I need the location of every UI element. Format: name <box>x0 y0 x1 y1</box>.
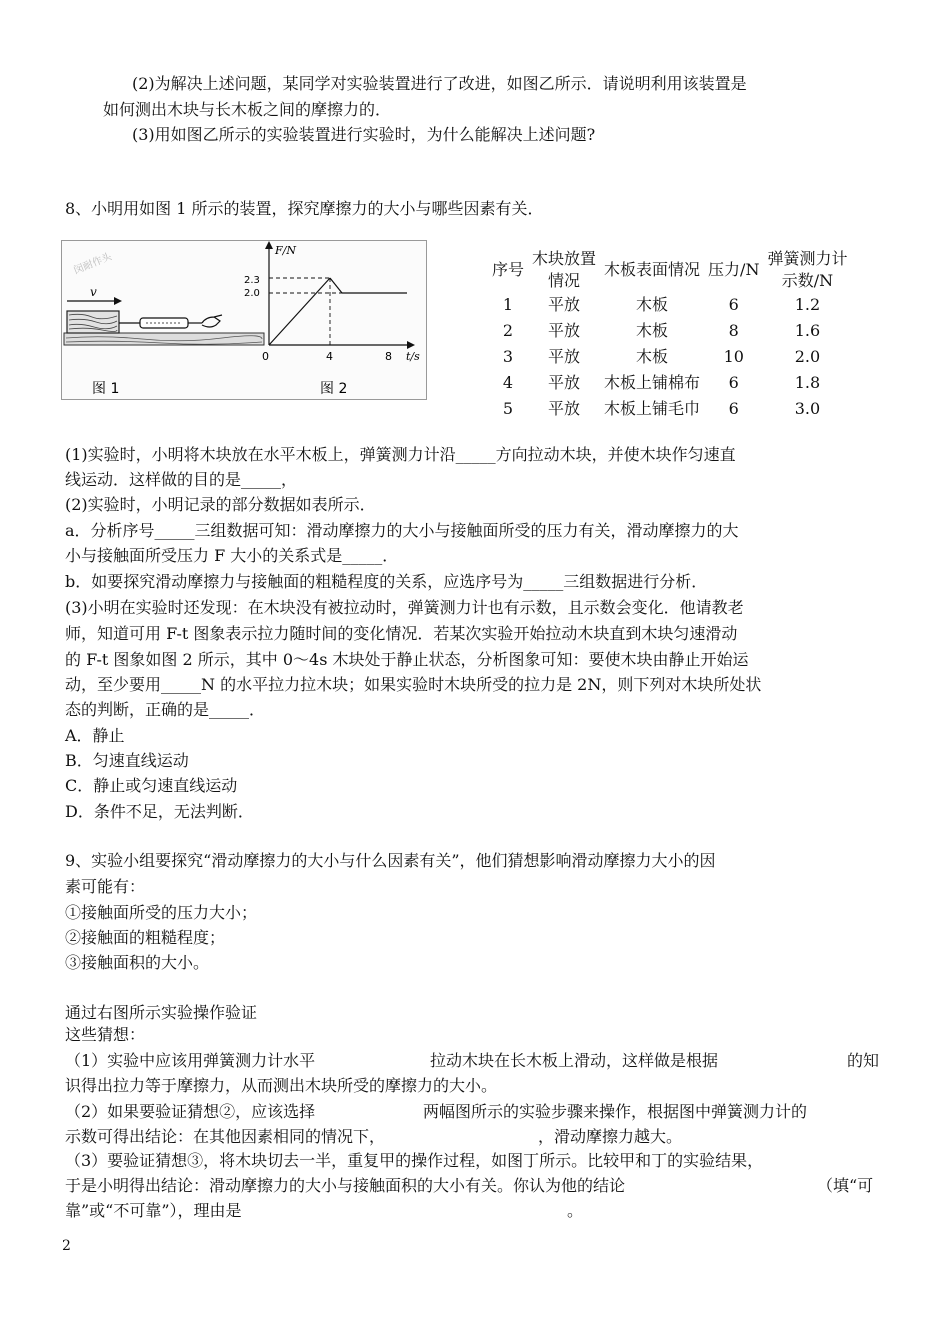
q9-s2-part-a: （2）如果要验证猜想②，应该选择 <box>65 1102 316 1121</box>
board-drawing <box>64 333 264 345</box>
q8-p1-line1: (1)实验时，小明将木块放在水平木板上，弹簧测力计沿_____方向拉动木块，并使木块作匀速直 <box>65 445 736 464</box>
q8-pa-line1: a．分析序号_____三组数据可知：滑动摩擦力的大小与接触面所受的压力有关，滑动摩擦力的大 <box>65 521 739 540</box>
y-tick-2-3: 2.3 <box>244 275 260 286</box>
q9-verify-line2: 这些猜想： <box>65 1025 146 1044</box>
table-cell: 3.0 <box>794 399 821 418</box>
wood-block <box>67 311 119 333</box>
x-tick-4: 4 <box>326 350 333 363</box>
table-row <box>488 318 851 344</box>
table-cell: 6 <box>728 399 739 418</box>
table-header-cell: 序号 <box>492 260 525 279</box>
q9-guess-2: ②接触面的粗糙程度； <box>65 928 226 947</box>
fig1-caption: 图 1 <box>92 381 120 397</box>
table-header-cell: 弹簧测力计 示数/N <box>767 249 848 290</box>
table-cell: 4 <box>502 373 514 392</box>
table-cell: 木板 <box>636 347 669 366</box>
q9-guess-3: ③接触面积的大小。 <box>65 953 210 972</box>
q8-pa-line2: 小与接触面所受压力 F 大小的关系式是_____． <box>65 546 399 565</box>
q8-p3-line2: 师，知道可用 F-t 图象表示拉力随时间的变化情况．若某次实验开始拉动木块直到木块匀速滑动 <box>65 624 738 643</box>
table-cell: 平放 <box>548 321 581 340</box>
top-line-3: (3)用如图乙所示的实验装置进行实验时，为什么能解决上述问题? <box>132 125 596 144</box>
table-cell: 2 <box>502 321 514 340</box>
q9-s2-part-c: 示数可得出结论：在其他因素相同的情况下， <box>65 1127 386 1146</box>
q9-s3-part-d: 靠”或“不可靠”），理由是 <box>65 1201 242 1220</box>
q8-p2: (2)实验时，小明记录的部分数据如表所示． <box>65 495 376 514</box>
table-cell: 5 <box>502 399 514 418</box>
q8-p3-line5: 态的判断，正确的是_____． <box>65 700 266 719</box>
q9-s1-part-b: 拉动木块在长木板上滑动，这样做是根据 <box>430 1051 719 1070</box>
q8-option-b: B．匀速直线运动 <box>65 751 189 770</box>
q8-p3-line1: (3)小明在实验时还发现：在木块没有被拉动时，弹簧测力计也有示数，且示数会变化．他请教老 <box>65 598 744 617</box>
x-axis-label: t/s <box>406 350 420 363</box>
q8-pb: b．如要探究滑动摩擦力与接触面的粗糙程度的关系，应选序号为_____三组数据进行分析． <box>65 572 708 591</box>
table-row <box>488 344 851 370</box>
q8-option-c: C．静止或匀速直线运动 <box>65 776 238 795</box>
q8-figure-svg <box>62 241 426 399</box>
table-row <box>488 292 851 318</box>
spring-scale-drawing <box>119 318 202 328</box>
table-cell: 1.6 <box>794 321 821 340</box>
q9-s2-part-b: 两幅图所示的实验步骤来操作，根据图中弹簧测力计的 <box>423 1102 808 1121</box>
table-cell: 平放 <box>548 399 581 418</box>
table-cell: 木板 <box>636 295 669 314</box>
table-header-cell: 木板表面情况 <box>604 260 701 279</box>
watermark-text: 闵耐作头 <box>72 251 114 277</box>
q9-verify-line1: 通过右图所示实验操作验证 <box>65 1003 258 1022</box>
y-tick-2-0: 2.0 <box>244 288 260 299</box>
q9-s3-part-c: （填“可 <box>817 1176 874 1195</box>
table-cell: 10 <box>723 347 744 366</box>
q8-figure <box>61 240 427 400</box>
q9-s2-part-d: ，滑动摩擦力越大。 <box>538 1127 683 1146</box>
q8-data-table <box>488 248 851 422</box>
q8-p3-line3: 的 F-t 图象如图 2 所示，其中 0～4s 木块处于静止状态，分析图象可知：要使木块由静止开始运 <box>65 650 749 669</box>
hand-drawing <box>202 315 222 327</box>
table-header-cell: 压力/N <box>708 260 760 279</box>
q9-s3-part-a: （3）要验证猜想③，将木块切去一半，重复甲的操作过程，如图丁所示。比较甲和丁的实验结果， <box>65 1151 764 1170</box>
table-header-row <box>488 248 851 292</box>
q9-s3-part-e: 。 <box>567 1201 584 1220</box>
q8-option-a: A．静止 <box>65 726 125 745</box>
q9-s1-part-a: （1）实验中应该用弹簧测力计水平 <box>65 1051 316 1070</box>
q8-option-d: D．条件不足，无法判断． <box>65 802 254 821</box>
velocity-label: v <box>90 285 97 299</box>
table-header-cell: 木块放置 情况 <box>532 249 597 290</box>
q8-p1-line2: 线运动．这样做的目的是_____， <box>65 470 298 489</box>
y-axis-label: F/N <box>275 244 296 257</box>
table-row <box>488 370 851 396</box>
table-cell: 木板上铺棉布 <box>604 373 701 392</box>
top-line-1: (2)为解决上述问题，某同学对实验装置进行了改进，如图乙所示．请说明利用该装置是 <box>132 74 747 93</box>
q9-s3-part-b: 于是小明得出结论：滑动摩擦力的大小与接触面积的大小有关。你认为他的结论 <box>65 1176 626 1195</box>
table-cell: 平放 <box>548 373 581 392</box>
q9-guess-1: ①接触面所受的压力大小； <box>65 903 258 922</box>
q8-title: 8、小明用如图 1 所示的装置，探究摩擦力的大小与哪些因素有关． <box>65 199 544 218</box>
table-cell: 1 <box>502 295 514 314</box>
q9-line1: 9、实验小组要探究“滑动摩擦力的大小与什么因素有关”，他们猜想影响滑动摩擦力大小的因 <box>65 851 716 870</box>
table-cell: 6 <box>728 373 739 392</box>
top-line-2: 如何测出木块与长木板之间的摩擦力的． <box>103 100 392 119</box>
table-cell: 木板 <box>636 321 669 340</box>
table-row <box>488 396 851 422</box>
table-cell: 6 <box>728 295 739 314</box>
table-cell: 平放 <box>548 347 581 366</box>
ft-graph <box>265 241 415 349</box>
x-tick-0: 0 <box>262 350 269 363</box>
table-cell: 1.8 <box>794 373 821 392</box>
table-cell: 8 <box>728 321 739 340</box>
fig2-caption: 图 2 <box>320 381 348 397</box>
x-tick-8: 8 <box>385 350 392 363</box>
table-cell: 1.2 <box>794 295 821 314</box>
table-cell: 平放 <box>548 295 581 314</box>
q8-p3-line4: 动，至少要用_____N 的水平拉力拉木块；如果实验时木块所受的拉力是 2N，则下列对木块所处状 <box>65 675 762 694</box>
page-number: 2 <box>62 1238 71 1254</box>
table-cell: 2.0 <box>794 347 821 366</box>
q9-s1-part-d: 识得出拉力等于摩擦力，从而测出木块所受的摩擦力的大小。 <box>65 1076 498 1095</box>
table-cell: 3 <box>502 347 514 366</box>
table-cell: 木板上铺毛巾 <box>604 399 701 418</box>
q9-line2: 素可能有： <box>65 877 146 896</box>
q9-s1-part-c: 的知 <box>847 1051 880 1070</box>
